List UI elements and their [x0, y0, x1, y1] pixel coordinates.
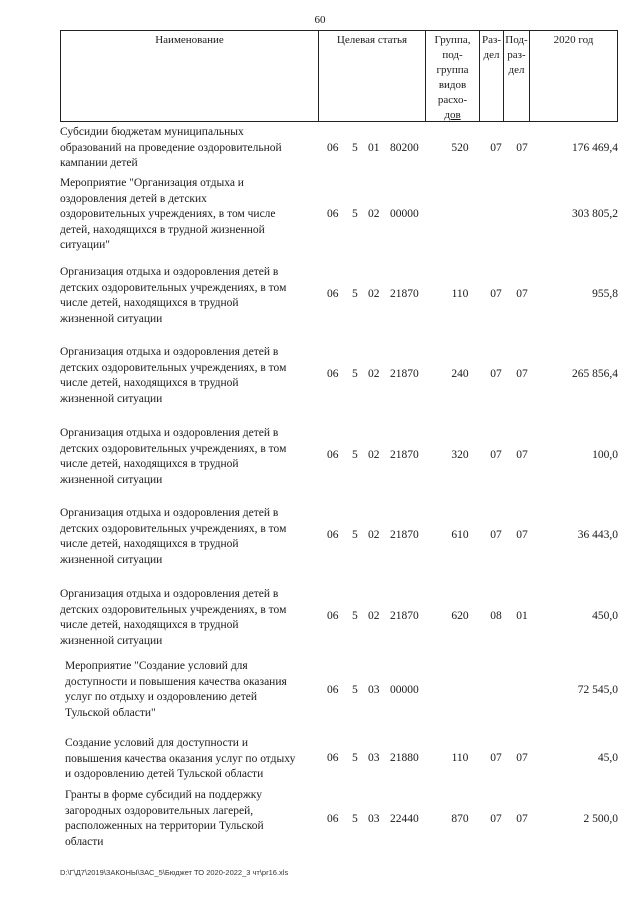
- row-name: Организация отдыха и оздоровления детей в детских оздоровительных учреждениях, в том числе детей, находящихся в трудной жизненной ситуации: [60, 266, 287, 325]
- code-activity: 03: [368, 684, 380, 696]
- section-code: 07: [490, 142, 502, 154]
- subsection-code: 07: [516, 813, 528, 825]
- code-subprogram: 5: [352, 142, 358, 154]
- code-subprogram: 5: [352, 684, 358, 696]
- code-direction: 21870: [390, 610, 419, 622]
- code-program: 06: [327, 529, 339, 541]
- row-name: Организация отдыха и оздоровления детей в детских оздоровительных учреждениях, в том числе детей, находящихся в трудной жизненной ситуации: [60, 588, 287, 647]
- code-direction: 21870: [390, 449, 419, 461]
- code-program: 06: [327, 142, 339, 154]
- code-activity: 02: [368, 610, 380, 622]
- amount-value: 450,0: [592, 610, 618, 622]
- subsection-code: 07: [516, 752, 528, 764]
- header-group: Группа, под- группа видов расхо- дов: [426, 31, 480, 121]
- group-code: 520: [451, 142, 469, 154]
- code-program: 06: [327, 288, 339, 300]
- group-code: 870: [451, 813, 469, 825]
- section-code: 07: [490, 813, 502, 825]
- code-subprogram: 5: [352, 752, 358, 764]
- amount-value: 2 500,0: [583, 813, 618, 825]
- code-program: 06: [327, 752, 339, 764]
- code-subprogram: 5: [352, 813, 358, 825]
- code-activity: 03: [368, 752, 380, 764]
- code-activity: 01: [368, 142, 380, 154]
- section-code: 07: [490, 449, 502, 461]
- code-subprogram: 5: [352, 449, 358, 461]
- header-section: Раз- дел: [480, 31, 504, 121]
- code-subprogram: 5: [352, 529, 358, 541]
- code-direction: 21880: [390, 752, 419, 764]
- subsection-code: 07: [516, 142, 528, 154]
- subsection-code: 07: [516, 449, 528, 461]
- code-subprogram: 5: [352, 288, 358, 300]
- code-activity: 02: [368, 449, 380, 461]
- group-code: 110: [451, 288, 469, 300]
- section-code: 07: [490, 368, 502, 380]
- code-activity: 02: [368, 288, 380, 300]
- amount-value: 45,0: [597, 752, 618, 764]
- subsection-code: 07: [516, 368, 528, 380]
- code-subprogram: 5: [352, 368, 358, 380]
- code-subprogram: 5: [352, 208, 358, 220]
- code-subprogram: 5: [352, 610, 358, 622]
- row-name: Мероприятие "Создание условий для доступности и повышения качества оказания услуг по отдыху и оздоровлению детей Тульской области": [65, 660, 287, 719]
- code-direction: 00000: [390, 684, 419, 696]
- code-program: 06: [327, 208, 339, 220]
- page-number: 60: [314, 14, 326, 26]
- amount-value: 100,0: [592, 449, 618, 461]
- group-code: 110: [451, 752, 469, 764]
- code-program: 06: [327, 610, 339, 622]
- code-activity: 02: [368, 368, 380, 380]
- header-target-article: Целевая статья: [319, 31, 426, 121]
- header-year: 2020 год: [553, 34, 594, 46]
- code-direction: 00000: [390, 208, 419, 220]
- group-code: 320: [451, 449, 469, 461]
- amount-value: 72 545,0: [577, 684, 618, 696]
- row-name: Мероприятие "Организация отдыха и оздоровления детей в детских оздоровительных учреждениях, в том числе детей, находящихся в трудной жизненной ситуации": [60, 177, 276, 251]
- row-name: Организация отдыха и оздоровления детей в детских оздоровительных учреждениях, в том числе детей, находящихся в трудной жизненной ситуации: [60, 507, 287, 566]
- subsection-code: 07: [516, 288, 528, 300]
- code-program: 06: [327, 684, 339, 696]
- subsection-code: 01: [516, 610, 528, 622]
- row-name: Гранты в форме субсидий на поддержку загородных оздоровительных лагерей, расположенных на территории Тульской области: [65, 789, 264, 848]
- code-program: 06: [327, 368, 339, 380]
- row-name: Субсидии бюджетам муниципальных образований на проведение оздоровительной кампании детей: [60, 126, 282, 169]
- header-name: Наименование: [61, 31, 319, 121]
- header-subsection: Под- раз- дел: [504, 31, 530, 121]
- amount-value: 176 469,4: [572, 142, 618, 154]
- section-code: 07: [490, 529, 502, 541]
- group-code: 240: [451, 368, 469, 380]
- amount-value: 36 443,0: [577, 529, 618, 541]
- code-direction: 21870: [390, 288, 419, 300]
- code-program: 06: [327, 449, 339, 461]
- amount-value: 265 856,4: [572, 368, 618, 380]
- section-code: 07: [490, 288, 502, 300]
- group-code: 610: [451, 529, 469, 541]
- row-name: Создание условий для доступности и повышения качества оказания услуг по отдыху и оздоровлению детей Тульской области: [65, 737, 296, 780]
- row-name: Организация отдыха и оздоровления детей в детских оздоровительных учреждениях, в том числе детей, находящихся в трудной жизненной ситуации: [60, 346, 287, 405]
- code-direction: 21870: [390, 529, 419, 541]
- table-header: [60, 30, 618, 122]
- subsection-code: 07: [516, 529, 528, 541]
- code-direction: 80200: [390, 142, 419, 154]
- code-activity: 02: [368, 208, 380, 220]
- code-program: 06: [327, 813, 339, 825]
- code-activity: 03: [368, 813, 380, 825]
- file-path-footer: D:\Г\Д7\2019\ЗАКОНЫ\ЗАС_5\Бюджет ТО 2020-2022_3 чт\pr16.xls: [60, 868, 289, 877]
- row-name: Организация отдыха и оздоровления детей в детских оздоровительных учреждениях, в том числе детей, находящихся в трудной жизненной ситуации: [60, 427, 287, 486]
- code-activity: 02: [368, 529, 380, 541]
- group-code: 620: [451, 610, 469, 622]
- code-direction: 21870: [390, 368, 419, 380]
- amount-value: 955,8: [592, 288, 618, 300]
- section-code: 08: [490, 610, 502, 622]
- code-direction: 22440: [390, 813, 419, 825]
- amount-value: 303 805,2: [572, 208, 618, 220]
- section-code: 07: [490, 752, 502, 764]
